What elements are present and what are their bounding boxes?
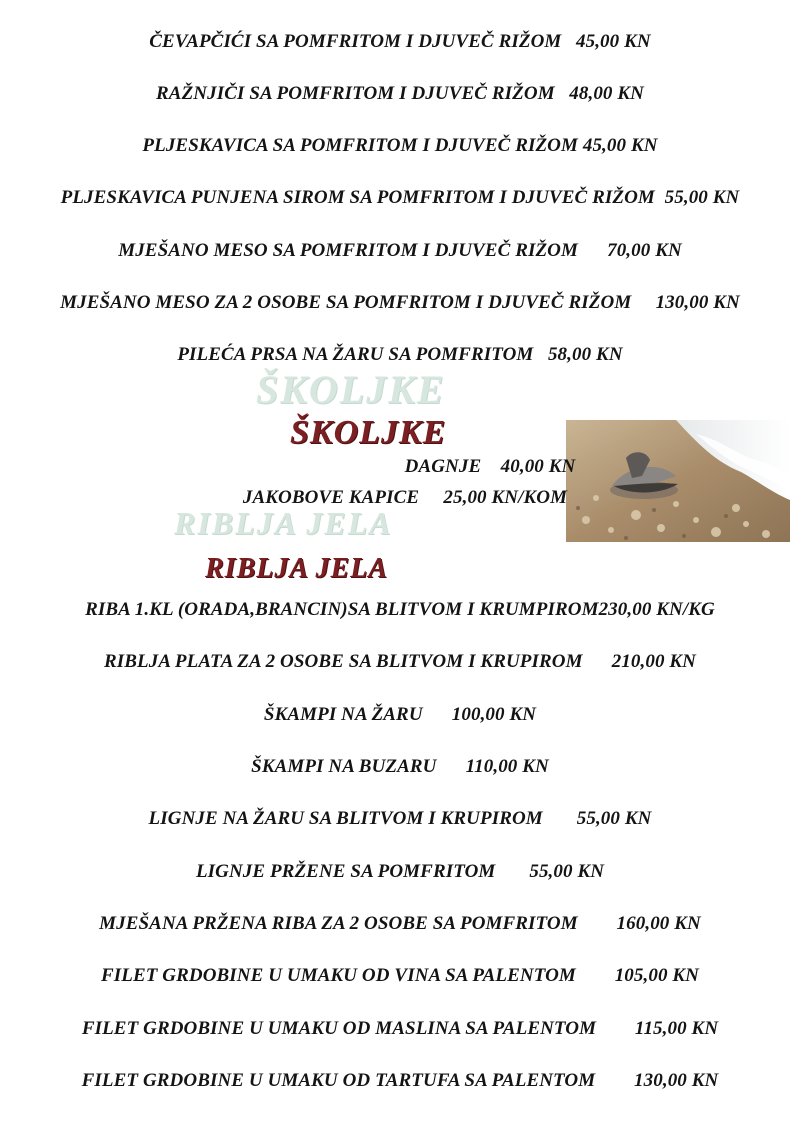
menu-item-riblja-plata — [0, 650, 800, 674]
menu-item-raznjici — [0, 82, 800, 106]
item-name: LIGNJE NA ŽARU SA BLITVOM I KRUPIROM — [148, 808, 543, 829]
item-price: 55,00 KN — [664, 187, 740, 208]
item-price: 160,00 KN — [616, 913, 701, 934]
item-name: PLJESKAVICA PUNJENA SIROM SA POMFRITOM I DJUVEČ RIŽOM — [60, 187, 655, 208]
item-name: JAKOBOVE KAPICE — [242, 487, 420, 508]
menu-item-pileca-prsa — [0, 343, 800, 367]
item-name: PILEĆA PRSA NA ŽARU SA POMFRITOM — [177, 344, 534, 365]
item-name: FILET GRDOBINE U UMAKU OD MASLINA SA PALENTOM — [81, 1018, 597, 1039]
menu-item-pljeskavica-punjena — [0, 186, 800, 210]
menu-item-mjesana-przena-riba — [0, 912, 800, 936]
menu-item-pljeskavica — [0, 134, 800, 158]
fish-title: RIBLJA JELA — [205, 553, 388, 584]
item-name: MJEŠANO MESO SA POMFRITOM I DJUVEČ RIŽOM — [118, 240, 578, 261]
item-price: 48,00 KN — [569, 83, 644, 104]
item-name: ČEVAPČIĆI SA POMFRITOM I DJUVEČ RIŽOM — [149, 31, 562, 52]
item-price: 130,00 KN — [655, 292, 740, 313]
item-price: 110,00 KN — [465, 756, 549, 777]
menu-item-mjesano-meso — [0, 239, 800, 263]
menu-item-lignje-przene — [0, 860, 800, 884]
item-name: ŠKAMPI NA BUZARU — [251, 756, 437, 777]
shellfish-title: ŠKOLJKE — [290, 414, 447, 451]
item-price: 115,00 KN — [634, 1018, 719, 1039]
fish-watermark: RIBLJA JELA — [174, 505, 393, 541]
item-price: 45,00 KN — [582, 135, 658, 156]
item-price: 45,00 KN — [576, 31, 651, 52]
item-price: 130,00 KN — [634, 1070, 719, 1091]
shell-on-beach-photo — [566, 420, 790, 542]
item-name: ŠKAMPI NA ŽARU — [263, 704, 423, 725]
item-name: MJEŠANA PRŽENA RIBA ZA 2 OSOBE SA POMFRITOM — [99, 913, 578, 934]
menu-item-lignje-na-zaru — [0, 807, 800, 831]
item-name: RIBA 1.KL (ORADA,BRANCIN)SA BLITVOM I KRUMPIROM — [85, 599, 599, 620]
item-price: 58,00 KN — [547, 344, 623, 365]
item-price: 105,00 KN — [614, 965, 699, 986]
shellfish-watermark: ŠKOLJKE — [256, 367, 446, 412]
menu-item-mjesano-meso-2-osobe — [0, 291, 800, 315]
menu-item-cevapcici — [0, 30, 800, 54]
menu-item-filet-tartufa — [0, 1069, 800, 1093]
item-name: MJEŠANO MESO ZA 2 OSOBE SA POMFRITOM I DJUVEČ RIŽOM — [60, 292, 632, 313]
item-name: FILET GRDOBINE U UMAKU OD VINA SA PALENTOM — [100, 965, 576, 986]
menu-item-jakobove-kapice — [5, 486, 800, 510]
item-price: 70,00 KN — [607, 240, 682, 261]
item-name: RAŽNJIČI SA POMFRITOM I DJUVEČ RIŽOM — [156, 83, 555, 104]
item-price: 40,00 KN — [500, 456, 576, 477]
item-price: 25,00 KN/KOM — [443, 487, 568, 508]
item-price: 100,00 KN — [451, 704, 537, 725]
item-name: FILET GRDOBINE U UMAKU OD TARTUFA SA PALENTOM — [81, 1070, 596, 1091]
item-price: 55,00 KN — [529, 861, 605, 882]
menu-item-riba-1kl — [0, 598, 800, 622]
item-name: DAGNJE — [404, 456, 482, 477]
item-name: LIGNJE PRŽENE SA POMFRITOM — [195, 861, 496, 882]
menu-item-skampi-na-buzaru — [0, 755, 800, 779]
item-name: RIBLJA PLATA ZA 2 OSOBE SA BLITVOM I KRUPIROM — [104, 651, 583, 672]
menu-item-dagnje — [90, 455, 800, 479]
menu-item-skampi-na-zaru — [0, 703, 800, 727]
item-name: PLJESKAVICA SA POMFRITOM I DJUVEČ RIŽOM — [142, 135, 578, 156]
item-price: 55,00 KN — [576, 808, 652, 829]
menu-item-filet-maslina — [0, 1017, 800, 1041]
item-price: 210,00 KN — [611, 651, 696, 672]
menu-item-filet-vino — [0, 964, 800, 988]
item-price: 230,00 KN/KG — [598, 599, 715, 620]
